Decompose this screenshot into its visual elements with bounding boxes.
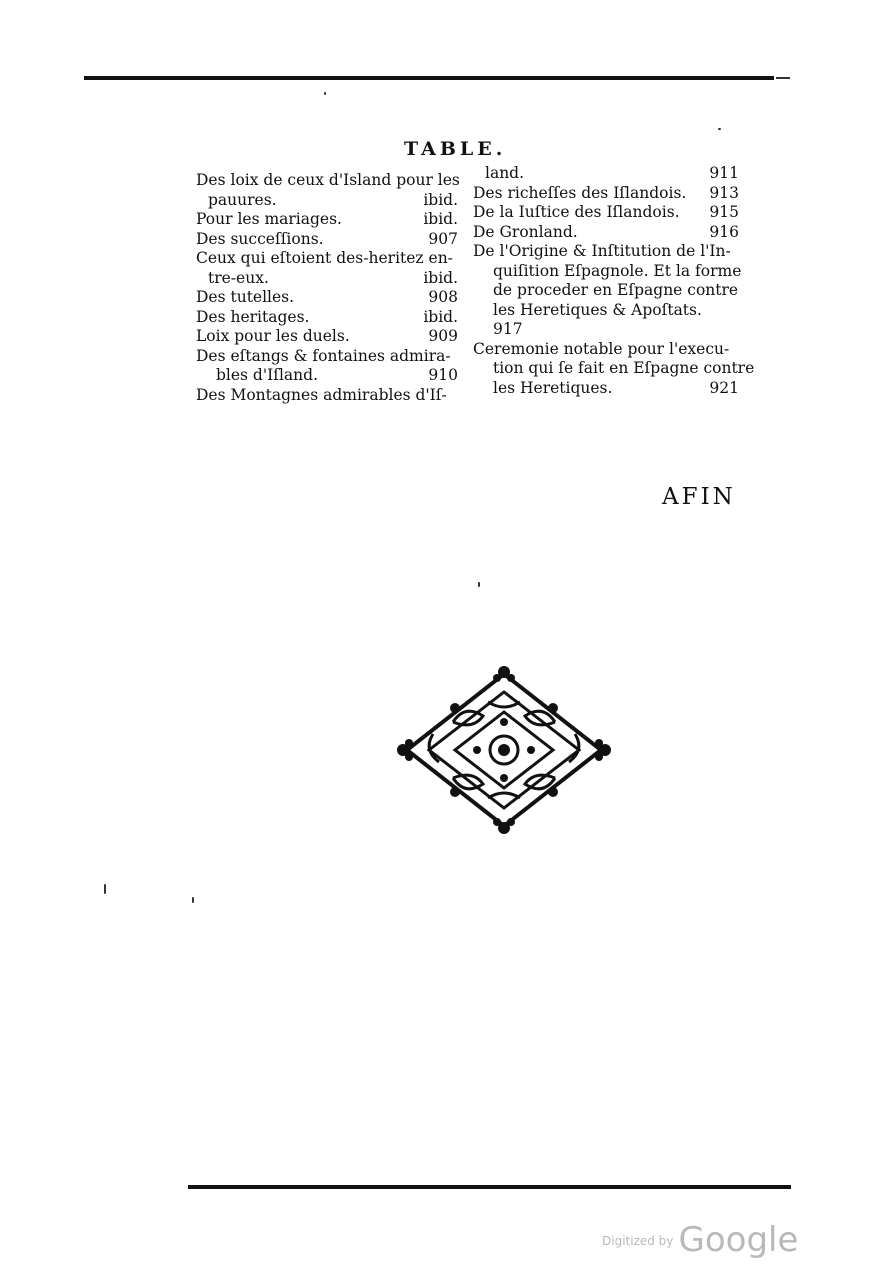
scan-speck [718,128,721,130]
index-entry [473,184,739,204]
index-entry [196,269,458,289]
entry-page: 916 [709,222,739,241]
entry-page [452,386,458,406]
entry-page [754,359,760,379]
index-entry [473,359,755,379]
entry-text: les Heretiques. [493,378,613,397]
entry-page: 921 [709,378,739,397]
entry-text: Ceremonie notable pour l'execu- [473,339,730,358]
entry-text: pauures. [208,190,277,209]
entry-page [460,171,466,191]
entry-page: 911 [709,164,739,182]
entry-page [733,340,739,360]
index-entry [196,386,458,406]
entry-page: 913 [709,183,739,202]
entry-text: Des Montagnes admirables d'Iſ- [196,385,447,404]
entry-page [738,281,744,301]
entry-text: land. [485,164,525,182]
entry-text: Des heritages. [196,307,310,326]
index-entry [196,288,458,308]
entry-page: ibid. [423,307,458,326]
index-entry [196,327,458,347]
entry-page: 908 [428,288,458,306]
index-entry [473,242,739,262]
index-column-left [196,171,458,405]
index-entry [196,191,458,211]
index-entry [196,366,458,386]
scan-speck [478,582,480,587]
entry-text: de proceder en Eſpagne contre [493,281,739,299]
entry-page [453,249,459,269]
entry-text: De la Iuſtice des Iſlandois. [473,203,680,221]
index-entry [473,281,739,301]
entry-text: Loix pour les duels. [196,327,350,345]
bottom-rule [188,1185,791,1189]
index-entry [196,308,458,328]
index-entry [473,203,739,223]
entry-text: quiſition Eſpagnole. Et la forme [493,261,742,280]
entry-text: Des eſtangs & fontaines admira- [196,346,451,365]
top-rule [84,76,774,80]
entry-text: tion qui ſe fait en Eſpagne contre [493,359,755,377]
index-entry [473,164,739,184]
entry-text: Des loix de ceux d'Island pour les [196,171,460,189]
entry-text: De l'Origine & Inſtitution de l'In- [473,242,731,260]
index-entry [196,210,458,230]
entry-text: Pour les mariages. [196,210,342,228]
index-entry [473,301,739,321]
entry-text: 917 [493,320,523,338]
entry-page [733,301,739,321]
index-entry [196,230,458,250]
entry-page: ibid. [423,210,458,228]
scan-speck [192,897,194,903]
entry-text: Des richeſſes des Iſlandois. [473,183,687,202]
entry-page: 909 [428,327,458,345]
index-entry [473,379,739,399]
fleuron-ornament-icon [393,662,615,838]
entry-text: Des succeſſions. [196,229,324,248]
entry-page: ibid. [423,268,458,287]
scan-speck [104,884,106,894]
digitized-watermark [602,1220,798,1260]
index-column-right [473,164,755,398]
catchword: AFIN [662,484,736,510]
index-entry [196,347,458,367]
entry-page [741,262,747,282]
entry-text: les Heretiques & Apoſtats. [493,300,702,319]
top-rule-tail [776,77,790,79]
entry-text: bles d'Iſland. [216,366,319,384]
entry-page: 907 [428,229,458,248]
entry-page [452,347,458,367]
entry-text: Des tutelles. [196,288,295,306]
watermark-prefix: Digitized by [602,1234,674,1248]
entry-text: tre-eux. [208,268,269,287]
index-entry [196,249,458,269]
index-entry [473,340,739,360]
entry-text: De Gronland. [473,222,578,241]
entry-page: ibid. [423,190,458,209]
index-entry [473,223,739,243]
entry-page [733,242,739,262]
index-entry [473,320,739,340]
entry-page: 915 [709,203,739,221]
scan-speck [324,92,326,95]
google-logo: Google [678,1220,799,1260]
entry-page: 910 [428,366,458,384]
index-entry [473,261,742,282]
entry-page [523,320,529,340]
index-entry [196,171,458,191]
page-title: TABLE. [404,138,507,160]
entry-text: Ceux qui eſtoient des-heritez en- [196,249,453,267]
